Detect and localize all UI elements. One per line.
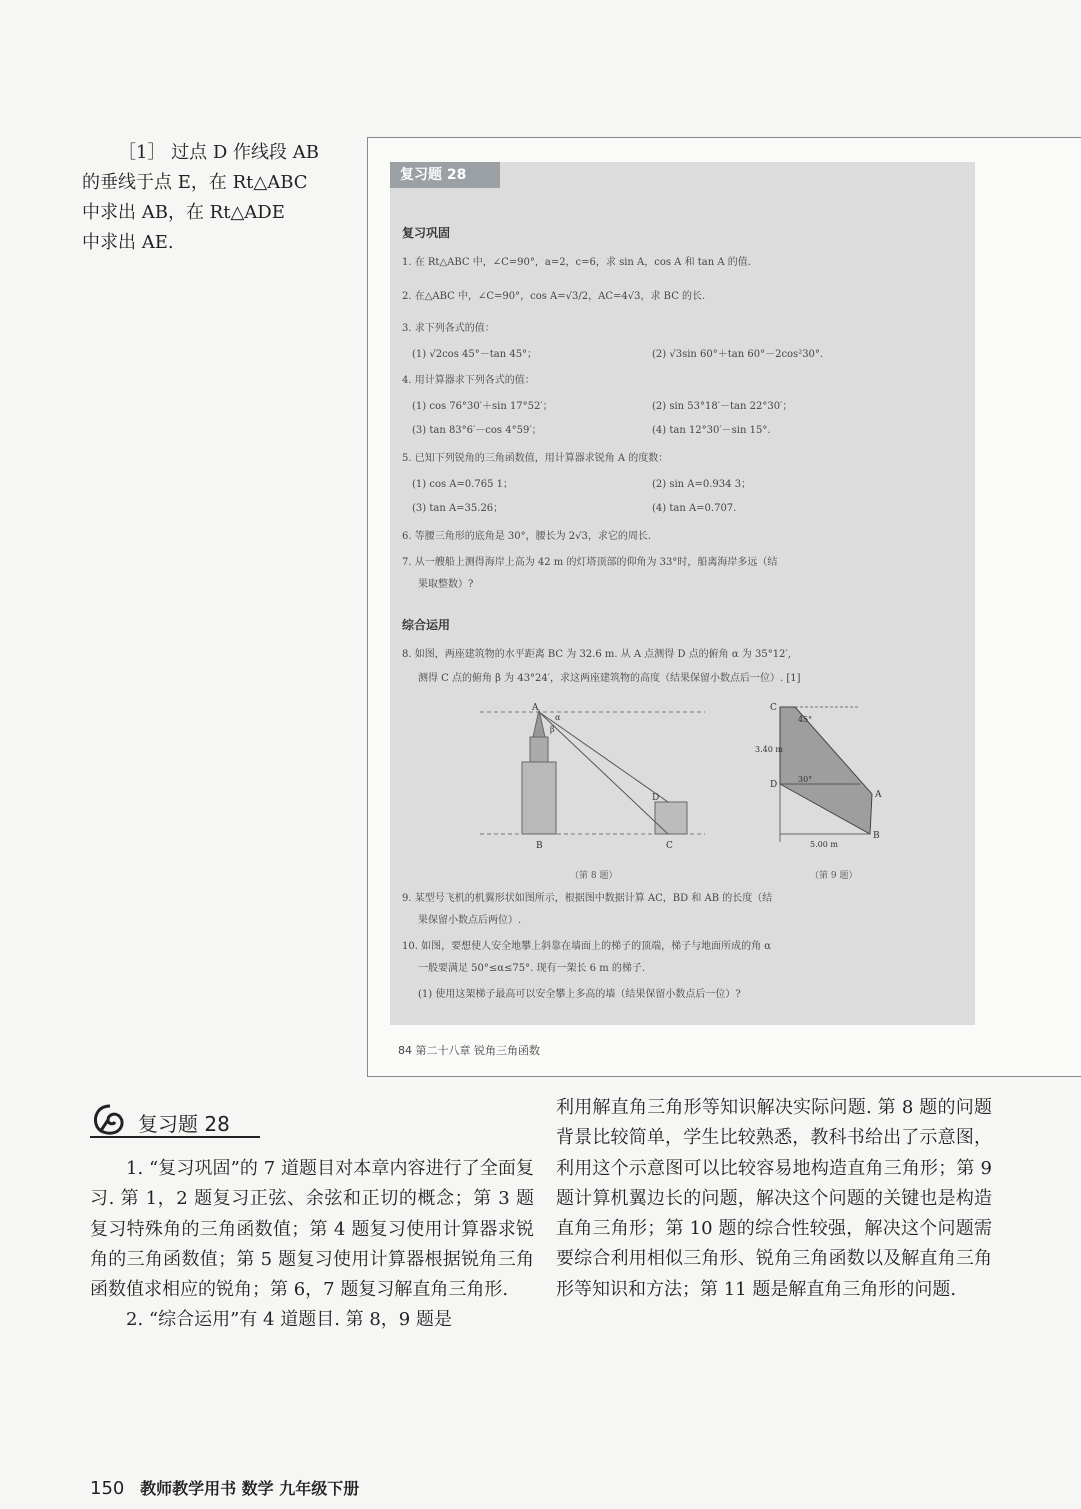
question-3-parts [402,348,967,362]
question-5-parts [402,502,967,516]
angle-label-2: 30° [798,775,813,784]
angle-label-1: 45° [798,715,813,724]
question-10: 10. 如图，要想使人安全地攀上斜靠在墙面上的梯子的顶端，梯子与地面所成的角 α [402,941,772,952]
section-title-review: 复习巩固 [402,226,451,240]
label-b: B [873,831,880,841]
question-1: 1. 在 Rt△ABC 中，∠C=90°，a=2，c=6，求 sin A，cos A 和 tan A 的值. [402,257,751,268]
part: (1) cos 76°30′＋sin 17°52′； [412,401,553,412]
figure-wing [755,702,890,852]
part: (1) cos A=0.765 1； [412,479,514,490]
part: (3) tan A=35.26； [412,503,504,514]
margin-note [82,138,352,258]
exercise-tab: 复习题 28 [390,162,500,188]
sight-line-c [539,712,668,834]
paragraph: 2. “综合运用”有 4 道题目. 第 8，9 题是 [126,1309,452,1331]
sight-line-d [539,712,668,802]
margin-note-line: 的垂线于点 E，在 Rt△ABC [82,172,308,193]
page-footer [90,1476,359,1499]
question-9-cont: 果保留小数点后两位）. [418,915,522,926]
question-3: 3. 求下列各式的值： [402,323,495,334]
length-label-2: 5.00 m [810,840,838,849]
question-5-parts [402,478,967,492]
margin-note-line: 中求出 AB，在 Rt△ADE [82,202,285,223]
embedded-textbook-page [367,137,1081,1077]
part: (2) sin A=0.934 3； [652,479,752,490]
label-b: B [536,841,543,851]
part: (3) tan 83°6′－cos 4°59′； [412,425,542,436]
label-c: C [666,841,673,851]
question-4: 4. 用计算器求下列各式的值： [402,375,535,386]
part: (1) √2cos 45°－tan 45°； [412,349,538,360]
part: (4) tan A=0.707. [652,503,737,514]
part: (2) sin 53°18′－tan 22°30′； [652,401,793,412]
left-column [90,1154,534,1336]
question-8: 8. 如图，两座建筑物的水平距离 BC 为 32.6 m. 从 A 点测得 D 点的俯角 α 为 35°12′, [402,649,791,660]
right-column [556,1093,992,1305]
paragraph: 利用解直角三角形等知识解决实际问题. 第 8 题的问题背景比较简单，学生比较熟悉，教科书给出了示意图，利用这个示意图可以比较容易地构造直角三角形；第 9 题计算机翼边长的问题，解决这个问题的关键也是构造直角三角形；第 10 题的综合性较强，解决这个问题需要综合利用相似三角形、锐角三角函数以及解直角三角形等知识和方法；第 11 题是解直角三角形的问题. [556,1097,992,1300]
section-heading [90,1100,260,1140]
label-c: C [770,703,777,713]
caption-fig9: （第 9 题） [810,871,858,881]
figure-buildings [480,702,710,852]
question-4-parts [402,400,967,414]
exercise-panel [390,162,975,1025]
question-7-cont: 果取整数）? [418,579,474,590]
label-a: A [532,703,539,713]
swirl-icon [90,1102,130,1138]
section-title: 复习题 28 [138,1112,230,1136]
embedded-page-footer: 84 第二十八章 锐角三角函数 [398,1044,540,1057]
tower-mid [530,737,548,762]
margin-note-line: ［1］ 过点 D 作线段 AB [118,142,319,163]
question-10-part1: (1) 使用这架梯子最高可以安全攀上多高的墙（结果保留小数点后一位）? [418,989,741,1000]
tower-spire [533,710,545,737]
page-number: 150 [90,1478,125,1499]
margin-note-line: 中求出 AE. [82,232,174,253]
watermark: ® [858,1000,880,1025]
label-d: D [652,793,660,803]
question-4-parts [402,424,967,438]
paragraph: 1. “复习巩固”的 7 道题目对本章内容进行了全面复习. 第 1，2 题复习正弦、余弦和正切的概念；第 3 题复习特殊角的三角函数值；第 4 题复习使用计算器求锐角的三角函数值；第 5 题复习使用计算器根据锐角三角函数值求相应的锐角；第 6，7 题复习解直角三角形. [90,1158,534,1301]
label-beta: β [550,725,555,734]
length-label-1: 3.40 m [755,745,783,754]
part: (4) tan 12°30′－sin 15°. [652,425,771,436]
wing-shape [780,707,872,834]
section-underline [90,1136,260,1138]
question-5: 5. 已知下列锐角的三角函数值，用计算器求锐角 A 的度数： [402,453,669,464]
caption-fig8: （第 8 题） [570,871,618,881]
question-7: 7. 从一艘船上测得海岸上高为 42 m 的灯塔顶部的仰角为 33°时，船离海岸多远（结 [402,557,778,568]
question-8-cont: 测得 C 点的俯角 β 为 43°24′，求这两座建筑物的高度（结果保留小数点后一位）. [1] [418,673,801,684]
label-alpha: α [555,713,561,722]
tower-base [522,762,556,834]
section-title-apply: 综合运用 [402,618,451,632]
label-d: D [770,780,778,790]
building-small [655,802,687,834]
label-a: A [875,790,882,800]
question-2: 2. 在△ABC 中，∠C=90°，cos A=√3/2，AC=4√3，求 BC 的长. [402,291,706,302]
question-10-cont: 一般要满足 50°≤α≤75°. 现有一架长 6 m 的梯子. [418,963,646,974]
book-title: 教师教学用书 数学 九年级下册 [140,1479,360,1498]
part: (2) √3sin 60°＋tan 60°－2cos²30°. [652,349,824,360]
question-9: 9. 某型号飞机的机翼形状如图所示，根据图中数据计算 AC，BD 和 AB 的长度（结 [402,893,773,904]
question-6: 6. 等腰三角形的底角是 30°，腰长为 2√3，求它的周长. [402,531,652,542]
